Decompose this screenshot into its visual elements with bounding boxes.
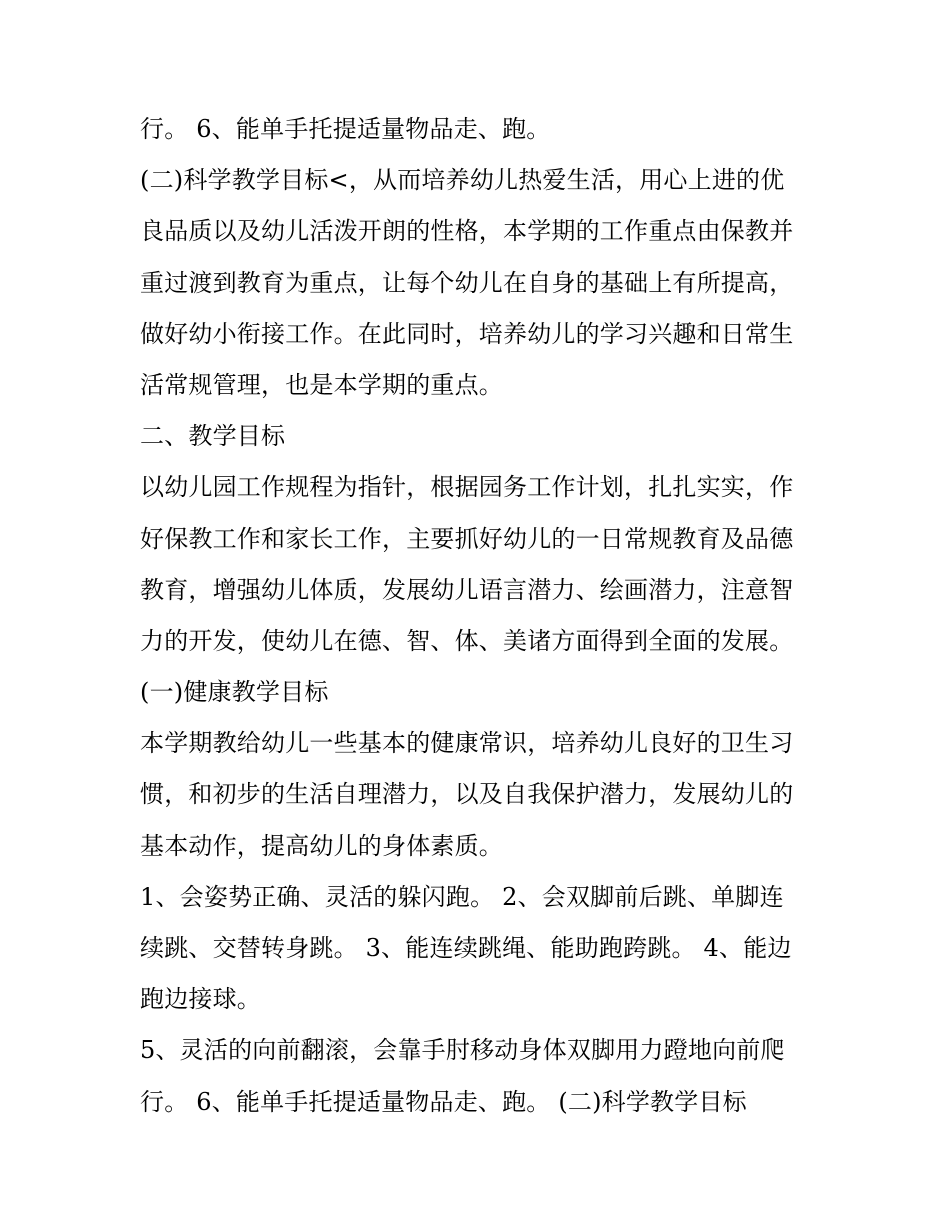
section-heading: 二、教学目标 — [140, 422, 286, 451]
text-line: 活常规管理，也是本学期的重点。 — [140, 370, 503, 399]
text-line: (二)科学教学目标<，从而培养幼儿热爱生活，用心上进的优 — [140, 166, 785, 195]
text-line: 教育，增强幼儿体质，发展幼儿语言潜力、绘画潜力，注意智 — [140, 575, 794, 604]
text-line: 重过渡到教育为重点，让每个幼儿在自身的基础上有所提高， — [140, 268, 794, 297]
text-line: 做好幼小衔接工作。在此同时，培养幼儿的学习兴趣和日常生 — [140, 319, 794, 348]
text-line: 续跳、交替转身跳。 3、能连续跳绳、能助跑跨跳。 4、能边 — [140, 934, 792, 962]
text-line: 行。 6、能单手托提适量物品走、跑。 — [140, 115, 551, 143]
document-body — [140, 104, 820, 1128]
text-line: 行。 6、能单手托提适量物品走、跑。 (二)科学教学目标 — [140, 1087, 747, 1116]
text-line: 良品质以及幼儿活泼开朗的性格，本学期的工作重点由保教并 — [140, 217, 794, 246]
text-line: 惯，和初步的生活自理潜力，以及自我保护潜力，发展幼儿的 — [140, 780, 794, 809]
text-line: 跑边接球。 — [140, 985, 261, 1014]
text-line: 好保教工作和家长工作，主要抓好幼儿的一日常规教育及品德 — [140, 524, 794, 553]
text-line: 基本动作，提高幼儿的身体素质。 — [140, 831, 503, 860]
text-line: 1、会姿势正确、灵活的躲闪跑。 2、会双脚前后跳、单脚连 — [140, 882, 784, 911]
text-line: 本学期教给幼儿一些基本的健康常识，培养幼儿良好的卫生习 — [140, 729, 794, 758]
text-line: 以幼儿园工作规程为指针，根据园务工作计划，扎扎实实，作 — [140, 473, 794, 502]
text-line: 力的开发，使幼儿在德、智、体、美诸方面得到全面的发展。 — [140, 626, 794, 655]
text-line: 5、灵活的向前翻滚，会靠手肘移动身体双脚用力蹬地向前爬 — [140, 1036, 785, 1065]
subsection-heading: (一)健康教学目标 — [140, 678, 329, 707]
